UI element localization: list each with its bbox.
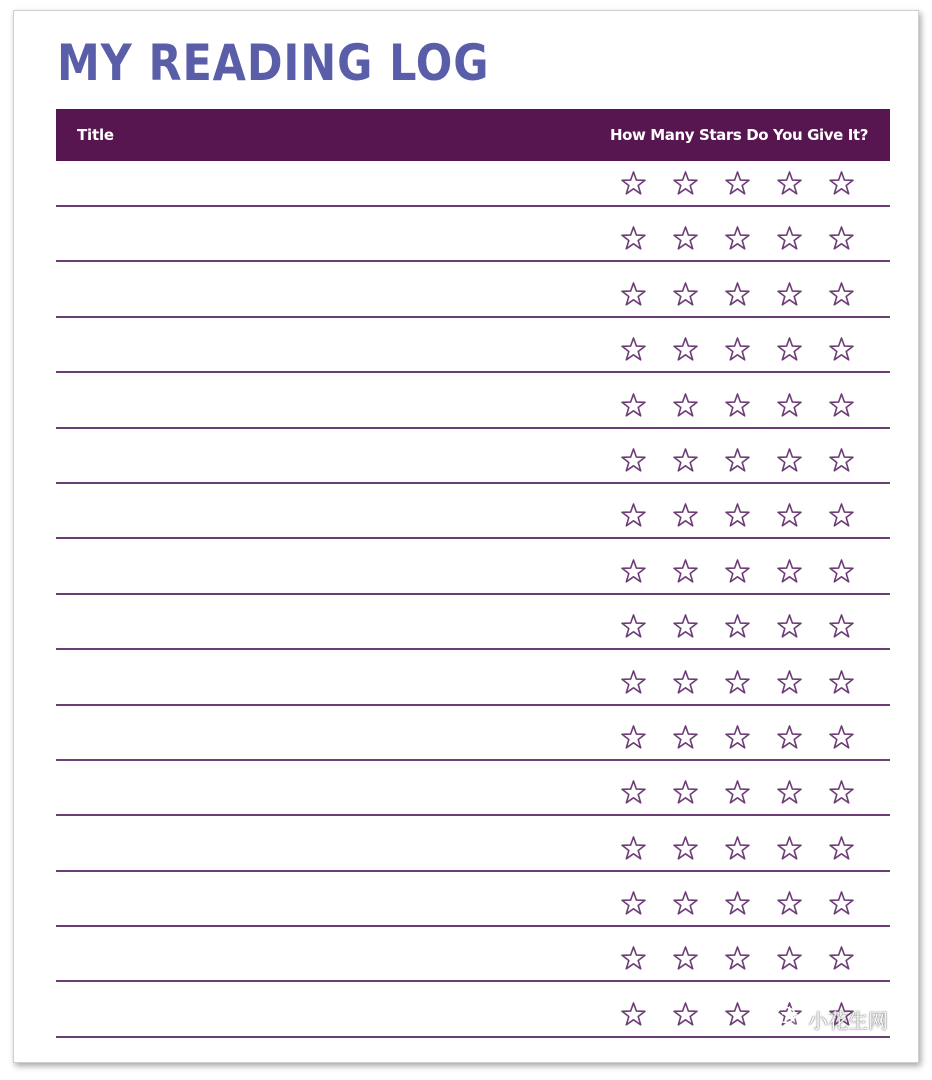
table-row <box>56 373 890 428</box>
star-rating <box>620 447 855 474</box>
star-rating <box>620 613 855 640</box>
star-icon[interactable] <box>828 392 855 419</box>
star-rating <box>620 392 855 419</box>
star-icon[interactable] <box>672 613 699 640</box>
table-row <box>56 595 890 650</box>
star-icon[interactable] <box>672 281 699 308</box>
star-icon[interactable] <box>672 724 699 751</box>
star-icon[interactable] <box>672 558 699 585</box>
star-icon[interactable] <box>776 392 803 419</box>
star-icon[interactable] <box>828 447 855 474</box>
book-title-cell[interactable] <box>56 484 596 537</box>
table-row <box>56 650 890 705</box>
star-icon[interactable] <box>620 613 647 640</box>
star-icon[interactable] <box>724 392 751 419</box>
book-title-cell[interactable] <box>56 872 596 925</box>
star-rating <box>620 724 855 751</box>
star-icon[interactable] <box>828 281 855 308</box>
header-title-label: Title <box>77 126 114 144</box>
star-icon[interactable] <box>724 225 751 252</box>
book-title-cell[interactable] <box>56 706 596 759</box>
star-icon[interactable] <box>724 945 751 972</box>
star-icon[interactable] <box>776 779 803 806</box>
star-icon[interactable] <box>828 724 855 751</box>
star-icon[interactable] <box>672 945 699 972</box>
star-icon[interactable] <box>620 558 647 585</box>
star-icon[interactable] <box>724 281 751 308</box>
book-title-cell[interactable] <box>56 539 596 592</box>
table-row <box>56 927 890 982</box>
star-icon[interactable] <box>620 835 647 862</box>
book-title-cell[interactable] <box>56 207 596 260</box>
star-icon[interactable] <box>828 945 855 972</box>
table-row <box>56 761 890 816</box>
star-rating <box>620 779 855 806</box>
star-rating <box>620 502 855 529</box>
table-header <box>56 109 890 161</box>
star-icon[interactable] <box>828 225 855 252</box>
star-icon[interactable] <box>776 613 803 640</box>
star-icon[interactable] <box>776 945 803 972</box>
star-icon[interactable] <box>776 336 803 363</box>
reading-log-page <box>13 10 919 1063</box>
wechat-icon <box>776 1006 802 1033</box>
book-title-cell[interactable] <box>56 429 596 482</box>
star-icon[interactable] <box>620 170 647 197</box>
reading-log-table <box>56 109 890 1038</box>
table-row <box>56 207 890 262</box>
star-rating <box>620 558 855 585</box>
page-title: MY READING LOG <box>57 34 490 92</box>
star-icon[interactable] <box>672 225 699 252</box>
star-icon[interactable] <box>828 669 855 696</box>
star-icon[interactable] <box>828 558 855 585</box>
table-rows <box>56 161 890 1038</box>
star-icon[interactable] <box>828 890 855 917</box>
star-icon[interactable] <box>724 835 751 862</box>
table-row <box>56 262 890 317</box>
star-icon[interactable] <box>724 724 751 751</box>
star-icon[interactable] <box>672 890 699 917</box>
table-row <box>56 484 890 539</box>
star-icon[interactable] <box>620 336 647 363</box>
star-icon[interactable] <box>620 890 647 917</box>
book-title-cell[interactable] <box>56 161 596 205</box>
book-title-cell[interactable] <box>56 761 596 814</box>
star-rating <box>620 669 855 696</box>
star-icon[interactable] <box>724 336 751 363</box>
star-rating <box>620 281 855 308</box>
star-rating <box>620 225 855 252</box>
star-icon[interactable] <box>672 447 699 474</box>
star-icon[interactable] <box>828 170 855 197</box>
star-icon[interactable] <box>672 1001 699 1028</box>
star-icon[interactable] <box>724 613 751 640</box>
table-row <box>56 816 890 871</box>
star-icon[interactable] <box>776 447 803 474</box>
book-title-cell[interactable] <box>56 927 596 980</box>
book-title-cell[interactable] <box>56 982 596 1035</box>
table-row <box>56 429 890 484</box>
star-icon[interactable] <box>828 835 855 862</box>
star-icon[interactable] <box>620 447 647 474</box>
table-row <box>56 318 890 373</box>
star-icon[interactable] <box>724 779 751 806</box>
star-icon[interactable] <box>776 890 803 917</box>
book-title-cell[interactable] <box>56 650 596 703</box>
table-row <box>56 872 890 927</box>
star-icon[interactable] <box>620 669 647 696</box>
star-icon[interactable] <box>672 779 699 806</box>
star-icon[interactable] <box>620 502 647 529</box>
star-icon[interactable] <box>724 890 751 917</box>
star-icon[interactable] <box>776 502 803 529</box>
book-title-cell[interactable] <box>56 373 596 426</box>
star-icon[interactable] <box>620 779 647 806</box>
star-icon[interactable] <box>724 558 751 585</box>
star-icon[interactable] <box>672 502 699 529</box>
star-icon[interactable] <box>724 1001 751 1028</box>
star-rating <box>620 890 855 917</box>
star-icon[interactable] <box>620 281 647 308</box>
star-icon[interactable] <box>828 779 855 806</box>
star-icon[interactable] <box>672 336 699 363</box>
star-icon[interactable] <box>724 502 751 529</box>
table-row <box>56 706 890 761</box>
star-icon[interactable] <box>672 170 699 197</box>
star-icon[interactable] <box>620 392 647 419</box>
star-icon[interactable] <box>776 225 803 252</box>
book-title-cell[interactable] <box>56 595 596 648</box>
star-rating <box>620 945 855 972</box>
book-title-cell[interactable] <box>56 816 596 869</box>
star-icon[interactable] <box>672 669 699 696</box>
table-row <box>56 982 890 1037</box>
star-icon[interactable] <box>828 502 855 529</box>
star-rating <box>620 170 855 197</box>
star-icon[interactable] <box>828 613 855 640</box>
star-icon[interactable] <box>672 835 699 862</box>
star-icon[interactable] <box>776 558 803 585</box>
star-icon[interactable] <box>776 835 803 862</box>
star-icon[interactable] <box>620 945 647 972</box>
star-icon[interactable] <box>724 170 751 197</box>
star-icon[interactable] <box>776 170 803 197</box>
watermark <box>776 1005 888 1034</box>
table-row <box>56 161 890 207</box>
star-icon[interactable] <box>776 281 803 308</box>
star-icon[interactable] <box>620 724 647 751</box>
book-title-cell[interactable] <box>56 318 596 371</box>
star-icon[interactable] <box>672 392 699 419</box>
star-icon[interactable] <box>620 1001 647 1028</box>
star-rating <box>620 835 855 862</box>
watermark-text: 小花生网 <box>808 1009 888 1033</box>
star-icon[interactable] <box>620 225 647 252</box>
star-rating <box>620 336 855 363</box>
table-row <box>56 539 890 594</box>
book-title-cell[interactable] <box>56 262 596 315</box>
star-icon[interactable] <box>724 669 751 696</box>
star-icon[interactable] <box>776 669 803 696</box>
star-icon[interactable] <box>724 447 751 474</box>
header-stars-label: How Many Stars Do You Give It? <box>609 126 868 144</box>
star-icon[interactable] <box>776 724 803 751</box>
star-icon[interactable] <box>828 336 855 363</box>
